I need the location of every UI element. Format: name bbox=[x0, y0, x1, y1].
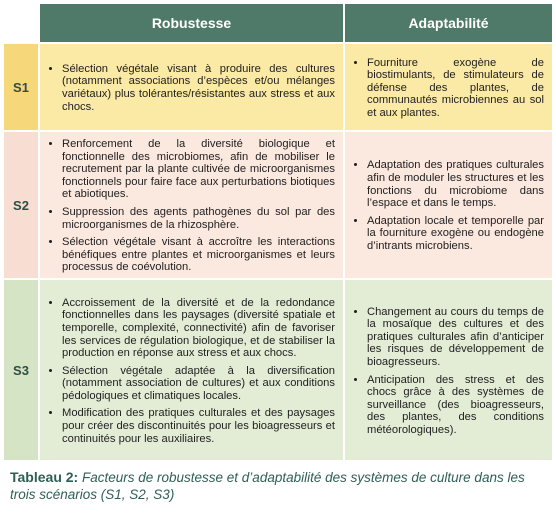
caption-text: Facteurs de robustesse et d’adaptabilité des systèmes de culture dans les trois scénarios (S1, S2, S3) bbox=[10, 470, 525, 502]
cell-s3-robustesse bbox=[40, 280, 345, 460]
list-item: • Changement au cours du temps de la mosaïque des cultures et des pratiques culturales afin d’anticiper les risques de développement de bioagresseurs. bbox=[367, 306, 544, 369]
list-item: • Fourniture exogène de biostimulants, de stimulateurs de défense des plantes, de communautés microbiennes au sol et aux plantes. bbox=[367, 57, 544, 120]
cell-s1-adaptabilite bbox=[345, 44, 552, 130]
row-label-s1: S1 bbox=[4, 44, 40, 130]
header-robustesse: Robustesse bbox=[40, 4, 345, 42]
scenario-table bbox=[4, 4, 552, 460]
row-label-s2: S2 bbox=[4, 132, 40, 278]
row-label-s3: S3 bbox=[4, 280, 40, 460]
list-item: • Modification des pratiques culturales et des paysages pour créer des discontinuités pour les bioagresseurs et continuités pour les auxiliaires. bbox=[62, 407, 335, 445]
list-item: • Sélection végétale visant à produire des cultures (notamment associations d’espèces et/ou mélanges variétaux) plus tolérantes/résistantes aux stress et aux chocs. bbox=[62, 63, 335, 113]
cell-s1-robustesse bbox=[40, 44, 345, 130]
cell-s2-robustesse bbox=[40, 132, 345, 278]
list-item: • Renforcement de la diversité biologique et fonctionnelle des microbiomes, afin de mobiliser le recrutement par la plante cultivée de microorganismes fonctionnels pour faire face aux perturbations biotiques et abiotiques. bbox=[62, 138, 335, 201]
header-corner bbox=[4, 4, 40, 42]
table-caption bbox=[10, 469, 550, 503]
list-item: • Sélection végétale visant à accroître les interactions bénéfiques entre plantes et microorganismes et leurs processus de coévolution. bbox=[62, 236, 335, 274]
list-item: • Accroissement de la diversité et de la redondance fonctionnelles dans les paysages (diversité spatiale et temporelle, complexité, connectivité) afin de favoriser les services de régulation biologique, et de stabiliser la production en réponse aux stress et aux chocs. bbox=[62, 297, 335, 360]
table-header-row bbox=[4, 4, 552, 42]
table-row-s2 bbox=[4, 130, 552, 278]
list-item: • Suppression des agents pathogènes du sol par des microorganismes de la rhizosphère. bbox=[62, 206, 335, 231]
list-item: • Adaptation des pratiques culturales afin de moduler les structures et les fonctions du microbiome dans l’espace et dans le temps. bbox=[367, 159, 544, 209]
table-row-s1 bbox=[4, 42, 552, 130]
table-row-s3 bbox=[4, 278, 552, 460]
caption-label: Tableau 2: bbox=[10, 469, 79, 485]
list-item: • Sélection végétale adaptée à la diversification (notamment association de cultures) et aux conditions pédologiques et climatiques locales. bbox=[62, 365, 335, 403]
list-item: • Adaptation locale et temporelle par la fourniture exogène ou endogène d’intrants microbiens. bbox=[367, 215, 544, 253]
cell-s3-adaptabilite bbox=[345, 280, 552, 460]
cell-s2-adaptabilite bbox=[345, 132, 552, 278]
header-adaptabilite: Adaptabilité bbox=[345, 4, 552, 42]
list-item: • Anticipation des stress et des chocs grâce à des systèmes de surveillance (des bioagresseurs, des plantes, des conditions météorologiques). bbox=[367, 374, 544, 437]
